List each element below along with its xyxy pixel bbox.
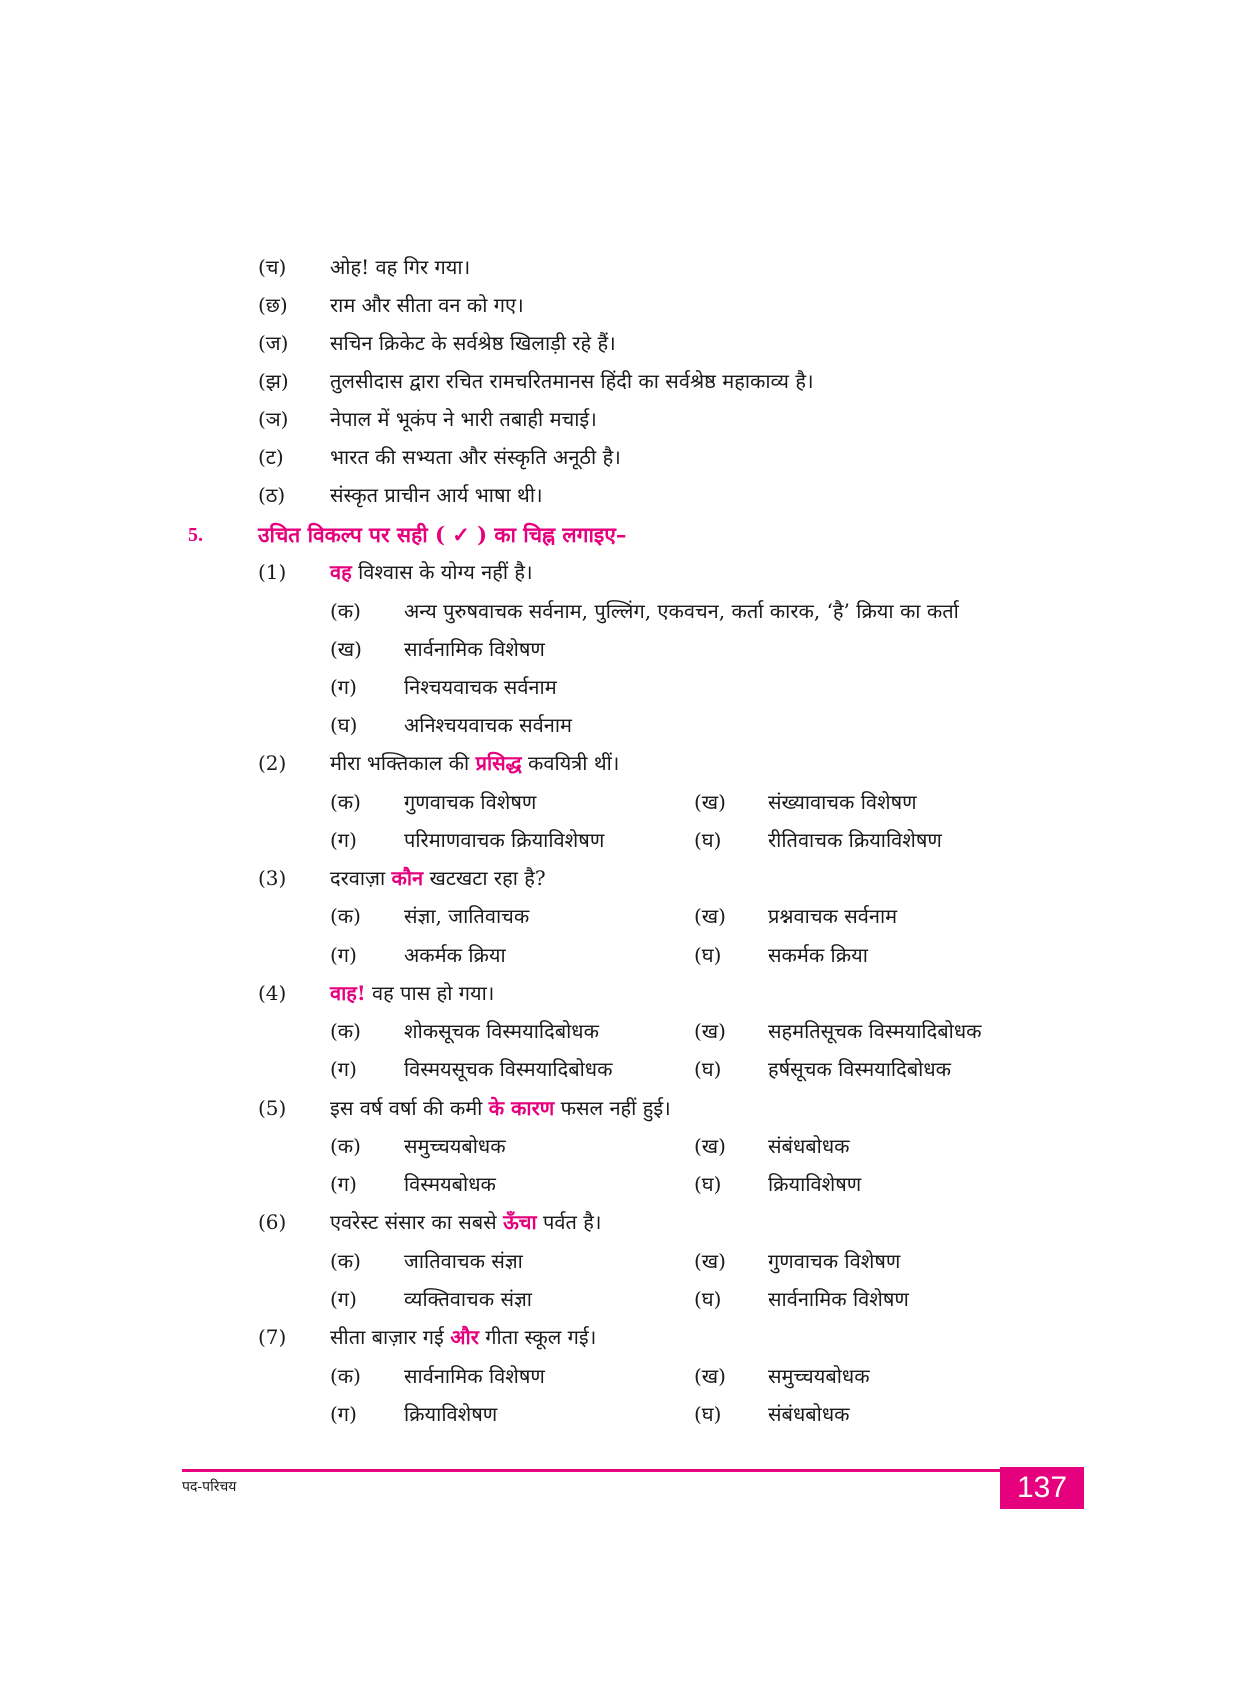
option-text: विस्मयसूचक विस्मयादिबोधक — [404, 1057, 613, 1081]
sentence-part: दरवाज़ा — [330, 866, 392, 890]
highlighted-word: वह — [330, 560, 352, 584]
sentence-part: मीरा भक्तिकाल की — [330, 751, 476, 775]
prev-label: (झ) — [258, 369, 289, 393]
option-label: (ग) — [330, 675, 357, 699]
prev-label: (छ) — [258, 293, 288, 317]
item-sentence — [330, 1323, 596, 1351]
option-label: (घ) — [694, 943, 722, 967]
option-text: हर्षसूचक विस्मयादिबोधक — [768, 1057, 951, 1081]
sentence-part: फसल नहीं हुई। — [554, 1096, 671, 1120]
option-label: (ग) — [330, 943, 357, 967]
prev-sentence: सचिन क्रिकेट के सर्वश्रेष्ठ खिलाड़ी रहे हैं। — [330, 331, 616, 355]
prev-sentence: संस्कृत प्राचीन आर्य भाषा थी। — [330, 483, 543, 507]
prev-sentence: भारत की सभ्यता और संस्कृति अनूठी है। — [330, 445, 621, 469]
highlighted-word: ऊँचा — [503, 1210, 537, 1234]
option-label: (ख) — [694, 1249, 726, 1273]
option-text: समुच्चयबोधक — [768, 1364, 870, 1388]
item-label: (5) — [258, 1096, 287, 1120]
option-text: क्रियाविशेषण — [404, 1402, 498, 1426]
option-label: (घ) — [694, 1402, 722, 1426]
option-label: (घ) — [694, 1057, 722, 1081]
item-sentence — [330, 1208, 601, 1236]
option-text: सार्वनामिक विशेषण — [404, 1364, 545, 1388]
option-label: (ग) — [330, 828, 357, 852]
sentence-part: खटखटा रहा है? — [423, 866, 546, 890]
option-text: संख्यावाचक विशेषण — [768, 790, 917, 814]
page-number: 137 — [1000, 1467, 1084, 1509]
option-label: (ख) — [694, 1134, 726, 1158]
option-label: (क) — [330, 599, 361, 623]
option-label: (घ) — [694, 1287, 722, 1311]
option-text: प्रश्नवाचक सर्वनाम — [768, 904, 898, 928]
option-text: जातिवाचक संज्ञा — [404, 1249, 523, 1273]
prev-label: (च) — [258, 255, 287, 279]
option-label: (क) — [330, 790, 361, 814]
option-label: (ख) — [694, 790, 726, 814]
option-text: अकर्मक क्रिया — [404, 943, 506, 967]
item-label: (4) — [258, 981, 287, 1005]
item-sentence — [330, 979, 494, 1007]
highlighted-word: कौन — [391, 866, 424, 890]
option-text: सार्वनामिक विशेषण — [768, 1287, 909, 1311]
option-text: परिमाणवाचक क्रियाविशेषण — [404, 828, 605, 852]
option-text: गुणवाचक विशेषण — [404, 790, 537, 814]
option-label: (ख) — [330, 637, 362, 661]
prev-label: (ज) — [258, 331, 289, 355]
option-text: सकर्मक क्रिया — [768, 943, 868, 967]
option-label: (क) — [330, 1364, 361, 1388]
option-label: (क) — [330, 1134, 361, 1158]
item-label: (1) — [258, 560, 287, 584]
sentence-part: इस वर्ष वर्षा की कमी — [330, 1096, 489, 1120]
option-text: व्यक्तिवाचक संज्ञा — [404, 1287, 532, 1311]
option-label: (ग) — [330, 1402, 357, 1426]
option-label: (घ) — [330, 713, 358, 737]
option-text: निश्चयवाचक सर्वनाम — [404, 675, 557, 699]
option-text: अनिश्चयवाचक सर्वनाम — [404, 713, 572, 737]
sentence-part: पर्वत है। — [536, 1210, 602, 1234]
option-text: क्रियाविशेषण — [768, 1172, 862, 1196]
sentence-part: वह पास हो गया। — [365, 981, 495, 1005]
sentence-part: सीता बाज़ार गई — [330, 1325, 451, 1349]
option-text: गुणवाचक विशेषण — [768, 1249, 901, 1273]
highlighted-word: वाह! — [330, 981, 366, 1005]
highlighted-word: प्रसिद्ध — [475, 751, 522, 775]
item-label: (2) — [258, 751, 287, 775]
option-label: (घ) — [694, 828, 722, 852]
option-label: (ग) — [330, 1057, 357, 1081]
prev-sentence: राम और सीता वन को गए। — [330, 293, 524, 317]
option-label: (क) — [330, 904, 361, 928]
option-text: शोकसूचक विस्मयादिबोधक — [404, 1019, 599, 1043]
item-label: (6) — [258, 1210, 287, 1234]
option-text: सार्वनामिक विशेषण — [404, 637, 545, 661]
item-label: (3) — [258, 866, 287, 890]
prev-label: (ट) — [258, 445, 284, 469]
option-text: सहमतिसूचक विस्मयादिबोधक — [768, 1019, 982, 1043]
chapter-title: पद-परिचय — [182, 1479, 237, 1495]
option-text: संबंधबोधक — [768, 1134, 850, 1158]
option-label: (घ) — [694, 1172, 722, 1196]
option-text: विस्मयबोधक — [404, 1172, 496, 1196]
prev-label: (ठ) — [258, 483, 286, 507]
prev-sentence: तुलसीदास द्वारा रचित रामचरितमानस हिंदी का सर्वश्रेष्ठ महाकाव्य है। — [330, 369, 814, 393]
option-label: (ख) — [694, 1019, 726, 1043]
highlighted-word: और — [450, 1325, 479, 1349]
question-number: 5. — [188, 524, 203, 546]
item-sentence — [330, 1094, 671, 1122]
sentence-part: कवयित्री थीं। — [521, 751, 620, 775]
option-label: (क) — [330, 1249, 361, 1273]
question-title: उचित विकल्प पर सही ( ✓ ) का चिह्न लगाइए– — [258, 522, 627, 547]
option-label: (क) — [330, 1019, 361, 1043]
option-text: समुच्चयबोधक — [404, 1134, 506, 1158]
footer-rule — [182, 1469, 1082, 1472]
sentence-part: गीता स्कूल गई। — [478, 1325, 597, 1349]
prev-label: (ञ) — [258, 407, 289, 431]
prev-sentence: नेपाल में भूकंप ने भारी तबाही मचाई। — [330, 407, 597, 431]
item-sentence — [330, 558, 533, 586]
option-text: संज्ञा, जातिवाचक — [404, 904, 530, 928]
option-label: (ख) — [694, 904, 726, 928]
option-label: (ग) — [330, 1287, 357, 1311]
item-sentence — [330, 749, 619, 777]
option-label: (ख) — [694, 1364, 726, 1388]
item-label: (7) — [258, 1325, 287, 1349]
prev-sentence: ओह! वह गिर गया। — [330, 255, 471, 279]
option-text: अन्य पुरुषवाचक सर्वनाम, पुल्लिंग, एकवचन, कर्ता कारक, ‘है’ क्रिया का कर्ता — [404, 599, 959, 623]
highlighted-word: के कारण — [488, 1096, 555, 1120]
item-sentence — [330, 864, 546, 892]
sentence-part: विश्वास के योग्य नहीं है। — [351, 560, 533, 584]
option-label: (ग) — [330, 1172, 357, 1196]
option-text: रीतिवाचक क्रियाविशेषण — [768, 828, 942, 852]
sentence-part: एवरेस्ट संसार का सबसे — [330, 1210, 504, 1234]
option-text: संबंधबोधक — [768, 1402, 850, 1426]
